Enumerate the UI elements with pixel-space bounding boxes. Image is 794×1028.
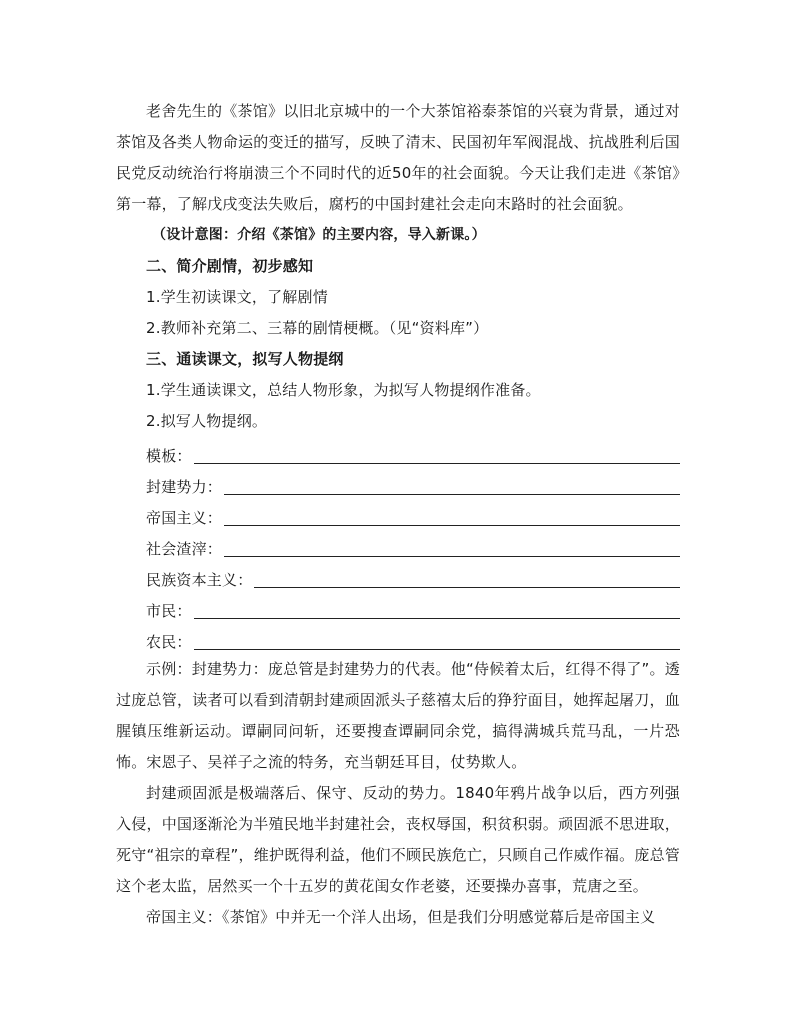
fill-in-blank-line — [194, 629, 680, 650]
field-label: 封建势力： — [146, 478, 223, 496]
list-item: 1.学生通读课文，总结人物形象，为拟写人物提纲作准备。 — [146, 381, 541, 399]
design-note: （设计意图：介绍《茶馆》的主要内容，导入新课。） — [152, 227, 486, 243]
field-label: 社会渣滓： — [146, 540, 223, 558]
intro-paragraph: 老舍先生的《茶馆》以旧北京城中的一个大茶馆裕泰茶馆的兴衰为背景，通过对茶馆及各类人物命运的变迁的描写，反映了清末、民国初年军阀混战、抗战胜利后国民党反动统治行将崩溃三个不同时代的近50年的社会面貌。今天让我们走进《茶馆》第一幕，了解戊戌变法失败后，腐朽的中国封建社会走向末路时的社会面貌。 — [116, 102, 680, 213]
list-item: 1.学生初读课文，了解剧情 — [146, 288, 328, 306]
field-label: 市民： — [146, 602, 192, 620]
fill-in-blank-line — [224, 474, 680, 495]
outline-field-citizens — [116, 592, 680, 623]
list-item: 2.教师补充第二、三幕的剧情梗概。（见“资料库”） — [146, 319, 489, 337]
field-label: 模板： — [146, 447, 192, 465]
document-body — [116, 96, 680, 933]
section-heading-2: 二、简介剧情，初步感知 — [146, 257, 314, 275]
field-label: 农民： — [146, 633, 192, 651]
fill-in-blank-line — [254, 567, 680, 588]
field-label: 民族资本主义： — [146, 571, 253, 589]
fill-in-blank-line — [224, 536, 680, 557]
imperialism-paragraph: 帝国主义：《茶馆》中并无一个洋人出场，但是我们分明感觉幕后是帝国主义 — [146, 908, 656, 926]
outline-field-national-capitalism — [116, 561, 680, 592]
fill-in-blank-line — [224, 505, 680, 526]
example-paragraph: 示例：封建势力：庞总管是封建势力的代表。他“侍候着太后，红得不得了”。透过庞总管，读者可以看到清朝封建顽固派头子慈禧太后的狰狞面目，她挥起屠刀，血腥镇压维新运动。谭嗣同问斩，还要搜查谭嗣同余党，搞得满城兵荒马乱，一片恐怖。宋恩子、吴祥子之流的特务，充当朝廷耳目，仗势欺人。 — [116, 660, 680, 771]
section-heading-3: 三、通读课文，拟写人物提纲 — [146, 350, 344, 368]
field-label: 帝国主义： — [146, 509, 223, 527]
fill-in-blank-line — [194, 598, 680, 619]
outline-field-social-dregs — [116, 530, 680, 561]
fill-in-blank-line — [194, 443, 680, 464]
outline-field-feudal — [116, 468, 680, 499]
outline-field-imperialism — [116, 499, 680, 530]
outline-field-template — [116, 437, 680, 468]
conservative-faction-paragraph: 封建顽固派是极端落后、保守、反动的势力。1840年鸦片战争以后，西方列强入侵，中国逐渐沦为半殖民地半封建社会，丧权辱国，积贫积弱。顽固派不思进取，死守“祖宗的章程”，维护既得利益，他们不顾民族危亡，只顾自己作威作福。庞总管这个老太监，居然买一个十五岁的黄花闺女作老婆，还要操办喜事，荒唐之至。 — [116, 784, 680, 895]
outline-field-peasants — [116, 623, 680, 654]
list-item: 2.拟写人物提纲。 — [146, 412, 268, 430]
